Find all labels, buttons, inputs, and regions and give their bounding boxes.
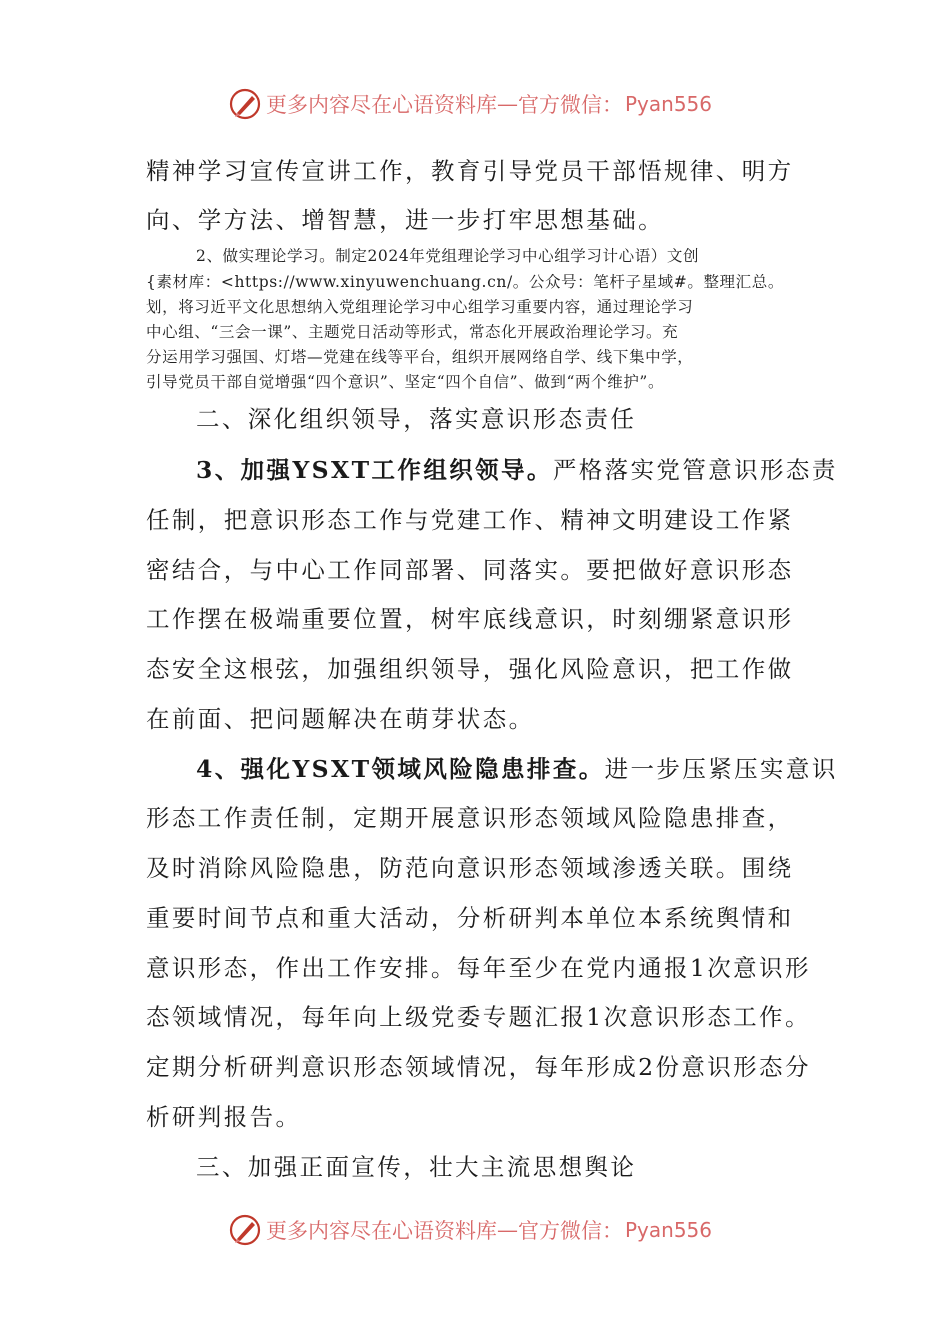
small-paragraph-line: 引导党员干部自觉增强“四个意识”、坚定“四个自信”、做到“两个维护”。 bbox=[146, 373, 665, 391]
paragraph-line: 及时消除风险隐患，防范向意识形态领域渗透关联。围绕 bbox=[146, 854, 794, 882]
paragraph-lead: 4、强化YSXT领域风险隐患排查。 bbox=[196, 755, 605, 783]
paragraph-line: 工作摆在极端重要位置，树牢底线意识，时刻绷紧意识形 bbox=[146, 605, 794, 633]
small-paragraph-line: {素材库：<https://www.xinyuwenchuang.cn/。公众号：笔杆子星域#。整理汇总。 bbox=[146, 273, 784, 291]
banner-text: 更多内容尽在心语资料库 bbox=[266, 1219, 497, 1243]
banner-wechat-label: 官方微信： bbox=[518, 93, 623, 117]
paragraph-line: 形态工作责任制，定期开展意识形态领域风险隐患排查， bbox=[146, 804, 794, 832]
small-paragraph-line: 分运用学习强国、灯塔—党建在线等平台，组织开展网络自学、线下集中学， bbox=[146, 348, 694, 366]
watermark-banner-top bbox=[228, 84, 712, 124]
paragraph-line: 精神学习宣传宣讲工作，教育引导党员干部悟规律、明方 bbox=[146, 157, 794, 185]
paragraph-line: 向、学方法、增智慧，进一步打牢思想基础。 bbox=[146, 206, 664, 234]
paragraph-line: 在前面、把问题解决在萌芽状态。 bbox=[146, 705, 535, 733]
paragraph-line: 析研判报告。 bbox=[146, 1103, 302, 1131]
paragraph-line: 定期分析研判意识形态领域情况，每年形成2份意识形态分 bbox=[146, 1053, 811, 1081]
watermark-banner-bottom bbox=[228, 1210, 712, 1250]
paragraph-first-line bbox=[196, 455, 838, 485]
banner-wechat-id: Pyan556 bbox=[625, 92, 713, 116]
banner-separator: — bbox=[497, 92, 518, 116]
paragraph-line: 密结合，与中心工作同部署、同落实。要把做好意识形态 bbox=[146, 556, 794, 584]
paragraph-first-rest: 严格落实党管意识形态责 bbox=[552, 456, 838, 484]
small-paragraph-line: 划，将习近平文化思想纳入党组理论学习中心组学习重要内容，通过理论学习 bbox=[146, 298, 694, 316]
banner-text: 更多内容尽在心语资料库 bbox=[266, 93, 497, 117]
pen-logo-icon bbox=[228, 87, 262, 121]
paragraph-line: 态领域情况，每年向上级党委专题汇报1次意识形态工作。 bbox=[146, 1003, 811, 1031]
banner-separator: — bbox=[497, 1218, 518, 1242]
paragraph-first-line bbox=[196, 754, 838, 784]
paragraph-line: 重要时间节点和重大活动，分析研判本单位本系统舆情和 bbox=[146, 904, 794, 932]
section-heading: 三、加强正面宣传，壮大主流思想舆论 bbox=[196, 1153, 637, 1181]
paragraph-line: 意识形态，作出工作安排。每年至少在党内通报1次意识形 bbox=[146, 954, 811, 982]
paragraph-line: 任制，把意识形态工作与党建工作、精神文明建设工作紧 bbox=[146, 506, 794, 534]
section-heading: 二、深化组织领导，落实意识形态责任 bbox=[196, 405, 637, 433]
paragraph-lead: 3、加强YSXT工作组织领导。 bbox=[196, 456, 553, 484]
banner-wechat-id: Pyan556 bbox=[625, 1218, 713, 1242]
small-paragraph-line: 中心组、“三会一课”、主题党日活动等形式，常态化开展政治理论学习。充 bbox=[146, 323, 679, 341]
pen-logo-icon bbox=[228, 1213, 262, 1247]
paragraph-line: 态安全这根弦，加强组织领导，强化风险意识，把工作做 bbox=[146, 655, 794, 683]
small-paragraph-line: 2、做实理论学习。制定2024年党组理论学习中心组学习计心语）文创 bbox=[196, 247, 700, 265]
banner-wechat-label: 官方微信： bbox=[518, 1219, 623, 1243]
paragraph-first-rest: 进一步压紧压实意识 bbox=[604, 755, 838, 783]
